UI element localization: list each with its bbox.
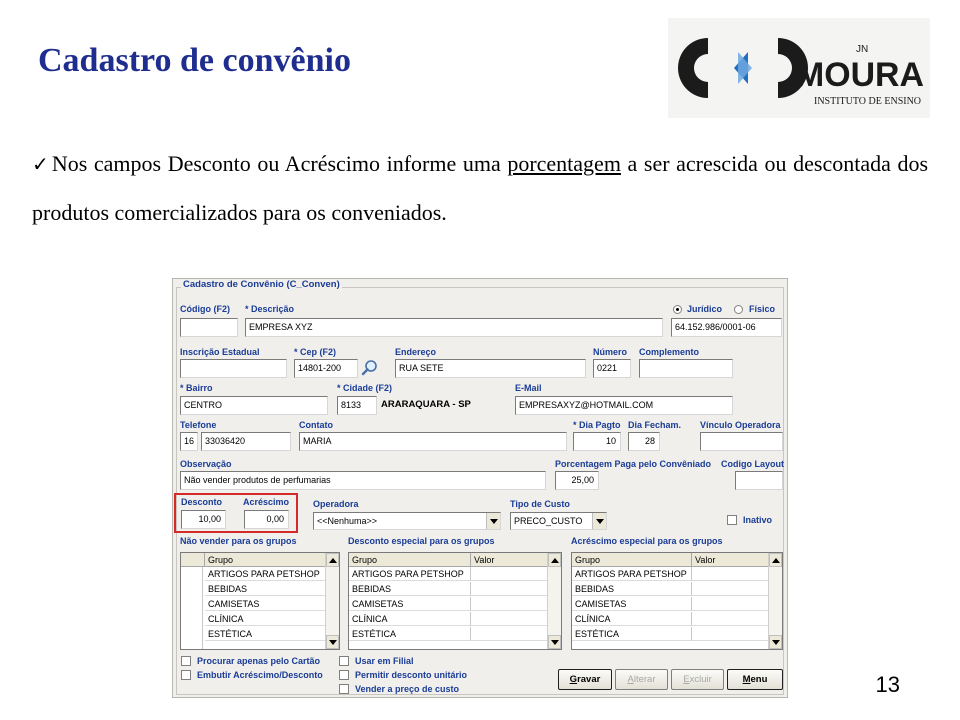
excluir-accel: E [683,674,690,685]
porcentagem-paga-label: Porcentagem Paga pelo Convêniado [555,459,712,469]
table-row[interactable]: CLÍNICA [349,612,471,626]
acrescimo-especial-label: Acréscimo especial para os grupos [571,536,723,546]
observacao-field[interactable]: Não vender produtos de perfumarias [180,471,546,490]
excluir-text: xcluir [689,674,712,685]
vender-preco-custo-checkbox[interactable] [339,684,349,694]
vinculo-operadora-field[interactable] [700,432,783,451]
inativo-checkbox[interactable] [727,515,737,525]
grid-header [181,553,327,567]
convenio-window [172,278,788,698]
observacao-label: Observação [180,459,232,469]
telefone-label: Telefone [180,420,217,430]
menu-text: enu [750,674,768,685]
logo-tagline: INSTITUTO DE ENSINO [814,96,922,107]
cnpj-field[interactable]: 64.152.986/0001-06 [671,318,782,337]
vertical-scrollbar[interactable] [547,553,561,649]
table-cell-valor[interactable] [471,567,549,581]
table-cell-valor[interactable] [692,612,770,626]
gravar-button[interactable] [558,669,612,690]
highlight-box [174,493,298,533]
bairro-label: * Bairro [180,383,213,393]
table-row[interactable]: ESTÉTICA [349,627,471,641]
grid-col-valor[interactable]: Valor [471,553,549,567]
scroll-up-icon[interactable] [769,553,782,567]
numero-label: Número [593,347,628,357]
chevron-down-icon[interactable] [486,513,500,530]
inscricao-label: Inscrição Estadual [180,347,260,357]
vender-preco-custo-label: Vender a preço de custo [355,684,460,694]
radio-juridico-label: Jurídico [687,304,723,314]
grid-corner [181,553,205,567]
tipo-custo-label: Tipo de Custo [510,499,570,509]
body-text-emphasis: porcentagem [507,151,621,176]
table-row[interactable]: ARTIGOS PARA PETSHOP [349,567,471,581]
table-row[interactable]: ESTÉTICA [572,627,692,641]
search-icon[interactable] [360,358,380,378]
bairro-field[interactable]: CENTRO [180,396,328,415]
scroll-down-icon[interactable] [769,635,782,649]
table-row[interactable]: BEBIDAS [572,582,692,596]
table-cell-valor[interactable] [471,612,549,626]
grid-col-grupo[interactable]: Grupo [572,553,692,567]
descricao-field[interactable]: EMPRESA XYZ [245,318,663,337]
table-cell-valor[interactable] [471,582,549,596]
embutir-checkbox[interactable] [181,670,191,680]
email-label: E-Mail [515,383,542,393]
menu-button[interactable] [727,669,783,690]
table-row[interactable]: BEBIDAS [349,582,471,596]
acrescimo-field[interactable]: 0,00 [244,510,289,529]
descricao-label: * Descrição [245,304,295,314]
telefone-ddd-field[interactable]: 16 [180,432,198,451]
codigo-layout-label: Codigo Layout [721,459,784,469]
nao-vender-label: Não vender para os grupos [180,536,297,546]
contato-label: Contato [299,420,333,430]
cidade-field[interactable]: 8133 [337,396,377,415]
grid-col-grupo[interactable]: Grupo [349,553,471,567]
slide-body-text [32,140,928,237]
radio-juridico[interactable] [673,305,682,314]
logo-superscript: JN [856,44,869,55]
procurar-cartao-label: Procurar apenas pelo Cartão [197,656,321,666]
row-selector [181,567,203,650]
dia-pagto-field[interactable]: 10 [573,432,621,451]
scroll-down-icon[interactable] [326,635,339,649]
table-row[interactable]: CAMISETAS [572,597,692,611]
operadora-select[interactable] [313,512,501,530]
acrescimo-especial-grid[interactable] [571,552,783,650]
endereco-label: Endereço [395,347,437,357]
menu-accel: M [742,674,751,685]
codigo-field[interactable] [180,318,238,337]
body-text-part: a ser acrescida ou descontada dos produtos comercializados para os conveniados. [32,151,929,225]
usar-filial-checkbox[interactable] [339,656,349,666]
email-field[interactable]: EMPRESAXYZ@HOTMAIL.COM [515,396,733,415]
operadora-select-value: <<Nenhuma>> [317,516,378,526]
radio-fisico-label: Físico [749,304,776,314]
table-row[interactable]: CAMISETAS [205,597,327,611]
logo-brand: MOURA [796,56,924,94]
alterar-text: lterar [633,674,656,685]
grid-header [572,553,770,567]
dia-pagto-label: * Dia Pagto [573,420,621,430]
desconto-especial-grid[interactable] [348,552,562,650]
gravar-text: ravar [577,674,601,685]
cidade-label: * Cidade (F2) [337,383,393,393]
table-row[interactable]: CLÍNICA [205,612,327,626]
complemento-label: Complemento [639,347,700,357]
operadora-label: Operadora [313,499,359,509]
scroll-up-icon[interactable] [326,553,339,567]
page-number: 13 [875,672,900,697]
chevron-down-icon[interactable] [592,513,606,530]
vertical-scrollbar[interactable] [768,553,782,649]
grid-col-valor[interactable]: Valor [692,553,770,567]
contato-field[interactable]: MARIA [299,432,567,451]
inscricao-field[interactable] [180,359,287,378]
cidade-name: ARARAQUARA - SP [381,399,471,410]
slide-title: Cadastro de convênio [38,42,351,79]
dia-fecham-field[interactable]: 28 [628,432,660,451]
vertical-scrollbar[interactable] [325,553,339,649]
window-title: Cadastro de Convênio (C_Conven) [183,279,340,290]
table-cell-valor[interactable] [692,597,770,611]
gravar-accel: G [569,674,578,685]
table-cell-valor[interactable] [471,597,549,611]
desconto-especial-label: Desconto especial para os grupos [348,536,495,546]
table-cell-valor[interactable] [692,567,770,581]
nao-vender-grid[interactable] [180,552,340,650]
grid-col-grupo[interactable]: Grupo [205,553,327,567]
dia-fecham-label: Dia Fecham. [628,420,682,430]
excluir-button[interactable] [671,669,724,690]
porcentagem-paga-field[interactable]: 25,00 [555,471,599,490]
table-row[interactable]: ARTIGOS PARA PETSHOP [572,567,692,581]
numero-field[interactable]: 0221 [593,359,631,378]
complemento-field[interactable] [639,359,733,378]
desconto-field[interactable]: 10,00 [181,510,226,529]
table-cell-valor[interactable] [692,627,770,641]
table-row[interactable]: CLÍNICA [572,612,692,626]
table-cell-valor[interactable] [471,627,549,641]
endereco-field[interactable]: RUA SETE [395,359,586,378]
acrescimo-label: Acréscimo [243,497,290,507]
tipo-custo-select[interactable] [510,512,607,530]
radio-fisico[interactable] [734,305,743,314]
permitir-desconto-label: Permitir desconto unitário [355,670,468,680]
scroll-down-icon[interactable] [548,635,561,649]
embutir-label: Embutir Acréscimo/Desconto [197,670,323,680]
codigo-layout-field[interactable] [735,471,783,490]
moura-logo [668,18,930,118]
inativo-label: Inativo [743,515,773,525]
body-text-part: Nos campos Desconto ou Acréscimo informe uma [51,151,508,176]
table-row[interactable]: BEBIDAS [205,582,327,596]
table-row[interactable]: CAMISETAS [349,597,471,611]
scroll-up-icon[interactable] [548,553,561,567]
codigo-label: Código (F2) [180,304,230,314]
cep-field[interactable]: 14801-200 [294,359,358,378]
table-row[interactable]: ARTIGOS PARA PETSHOP [205,567,327,581]
alterar-button[interactable] [615,669,668,690]
telefone-field[interactable]: 33036420 [201,432,291,451]
grid-header [349,553,549,567]
cep-label: * Cep (F2) [294,347,337,357]
check-icon: ✓ [32,154,50,176]
alterar-accel: A [627,674,634,685]
usar-filial-label: Usar em Filial [355,656,414,666]
permitir-desconto-checkbox[interactable] [339,670,349,680]
tipo-custo-select-value: PRECO_CUSTO [514,516,583,526]
vinculo-operadora-label: Vínculo Operadora [700,420,781,430]
desconto-label: Desconto [181,497,223,507]
table-cell-valor[interactable] [692,582,770,596]
table-row[interactable]: ESTÉTICA [205,627,327,641]
procurar-cartao-checkbox[interactable] [181,656,191,666]
